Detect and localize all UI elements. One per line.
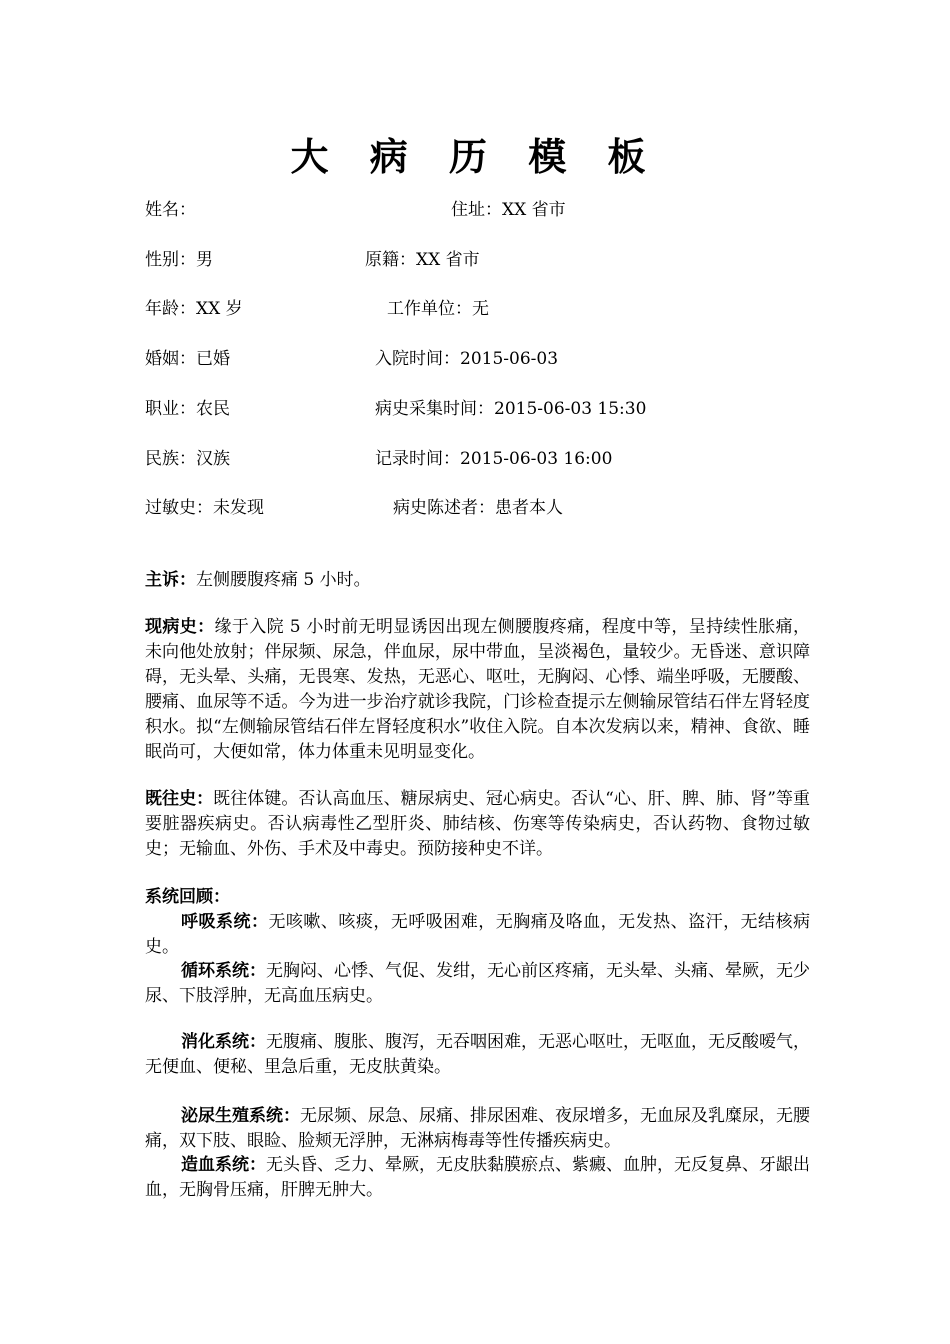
- narrator-field: 病史陈述者：患者本人: [393, 498, 563, 518]
- urinary-label: 泌尿生殖系统：: [181, 1106, 300, 1126]
- circulatory-text: 无胸闷、心悸、气促、发绀，无心前区疼痛，无头晕、头痛、晕厥，无少尿、下肢浮肿，无高血压病史。: [145, 961, 810, 1006]
- system-review-heading: [145, 885, 810, 910]
- record-time-field: 记录时间：2015-06-03 16:00: [375, 449, 613, 469]
- past-history-label: 既往史：: [145, 789, 214, 809]
- admission-time-field: 入院时间：2015-06-03: [375, 349, 559, 369]
- history-time-field: 病史采集时间：2015-06-03 15:30: [375, 399, 647, 419]
- past-history-text: 既往体键。否认高血压、糖尿病史、冠心病史。否认“心、肝、脾、肺、肾”等重要脏器疾病史。否认病毒性乙型肝炎、肺结核、伤寒等传染病史，否认药物、食物过敏史；无输血、外伤、手术及中毒史。预防接种史不详。: [145, 789, 810, 859]
- chief-complaint: [145, 568, 810, 593]
- hematopoietic-text: 无头昏、乏力、晕厥，无皮肤黏膜瘀点、紫癜、血肿，无反复鼻、牙龈出血，无胸骨压痛，肝脾无肿大。: [145, 1155, 810, 1200]
- digestive-text: 无腹痛、腹胀、腹泻，无吞咽困难，无恶心呕吐，无呕血，无反酸嗳气，无便血、便秘、里急后重，无皮肤黄染。: [145, 1032, 810, 1077]
- address-field: 住址：XX 省市: [451, 200, 566, 220]
- occupation-field: 职业：农民: [145, 399, 230, 419]
- circulatory-system: [145, 959, 810, 1009]
- hematopoietic-system: [145, 1153, 810, 1203]
- ethnicity-field: 民族：汉族: [145, 449, 230, 469]
- present-illness: [145, 615, 810, 765]
- origin-field: 原籍：XX 省市: [365, 250, 480, 270]
- age-field: 年龄：XX 岁: [145, 299, 243, 319]
- marriage-field: 婚姻：已婚: [145, 349, 230, 369]
- digestive-system: [145, 1030, 810, 1080]
- past-history: [145, 787, 810, 862]
- system-review-label: 系统回顾：: [145, 887, 230, 907]
- name-field: 姓名：: [145, 200, 196, 220]
- chief-complaint-text: 左侧腰腹疼痛 5 小时。: [196, 570, 371, 590]
- respiratory-system: [145, 910, 810, 960]
- digestive-label: 消化系统：: [181, 1032, 266, 1052]
- respiratory-text: 无咳嗽、咳痰，无呼吸困难，无胸痛及咯血，无发热、盗汗，无结核病史。: [145, 912, 811, 957]
- document-title: 大 病 历 模 板: [290, 134, 660, 179]
- urinary-system: [145, 1104, 810, 1154]
- present-illness-label: 现病史：: [145, 617, 215, 637]
- workplace-field: 工作单位：无: [387, 299, 489, 319]
- gender-field: 性别：男: [145, 250, 213, 270]
- respiratory-label: 呼吸系统：: [181, 912, 269, 932]
- allergy-field: 过敏史：未发现: [145, 498, 264, 518]
- circulatory-label: 循环系统：: [181, 961, 266, 981]
- chief-complaint-label: 主诉：: [145, 570, 196, 590]
- present-illness-text: 缘于入院 5 小时前无明显诱因出现左侧腰腹疼痛，程度中等，呈持续性胀痛，未向他处放射；伴尿频、尿急，伴血尿，尿中带血，呈淡褐色，量较少。无昏迷、意识障碍，无头晕、头痛，无畏寒、发热，无恶心、呕吐，无胸闷、心悸、端坐呼吸，无腰酸、腰痛、血尿等不适。今为进一步治疗就诊我院，门诊检查提示左侧输尿管结石伴左肾轻度积水。拟“左侧输尿管结石伴左肾轻度积水”收住入院。自本次发病以来，精神、食欲、睡眠尚可，大便如常，体力体重未见明显变化。: [145, 617, 810, 762]
- urinary-text: 无尿频、尿急、尿痛、排尿困难、夜尿增多，无血尿及乳糜尿，无腰痛，双下肢、眼睑、脸颊无浮肿，无淋病梅毒等性传播疾病史。: [145, 1106, 810, 1151]
- hematopoietic-label: 造血系统：: [181, 1155, 266, 1175]
